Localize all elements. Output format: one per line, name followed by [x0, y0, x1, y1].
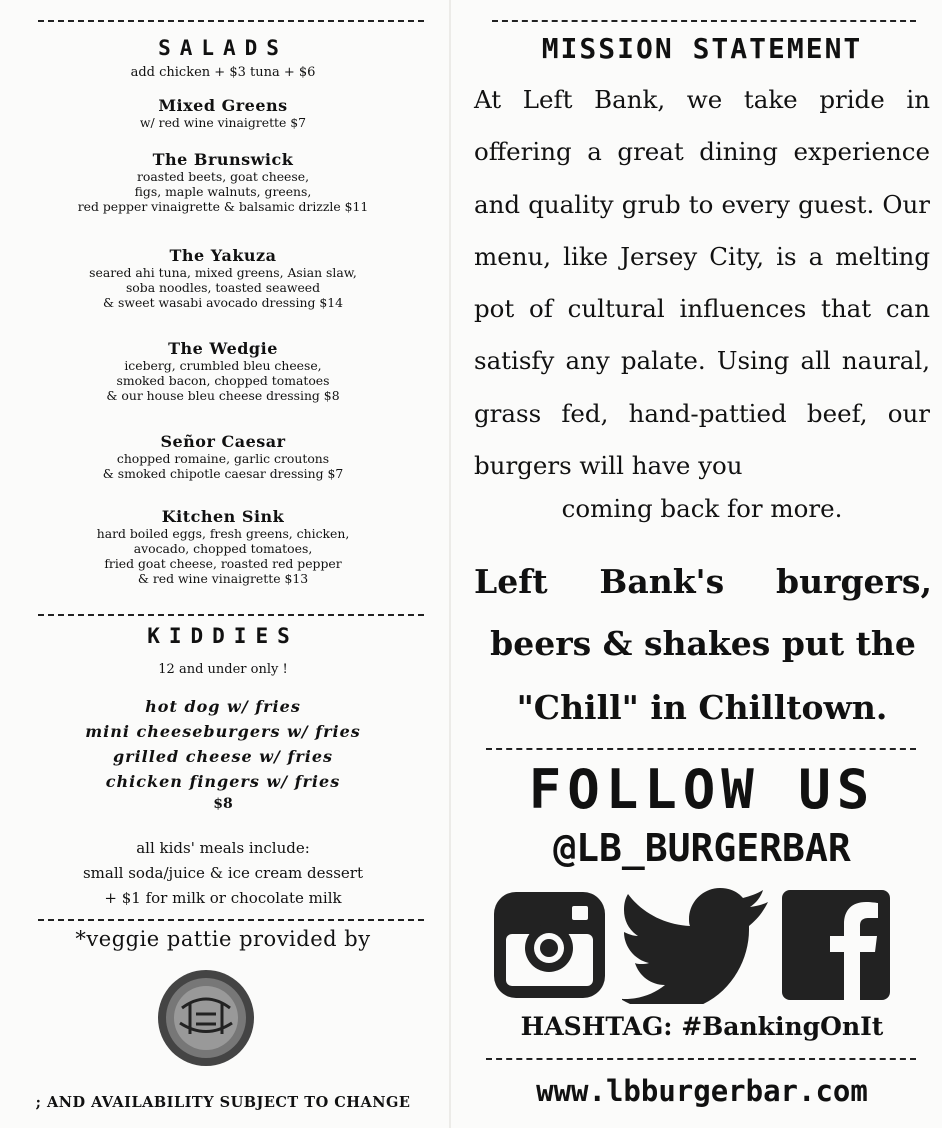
social-handle: @LB_BURGERBAR [553, 826, 851, 870]
menu-item [0, 339, 446, 403]
tagline-line-1: Left Bank's burgers, [474, 562, 932, 601]
mission-title: MISSION STATEMENT [541, 32, 863, 65]
kiddies-title: KIDDIES [147, 624, 299, 648]
divider [486, 1058, 916, 1060]
disclaimer: ; AND AVAILABILITY SUBJECT TO CHANGE [35, 1094, 411, 1111]
item-desc: & red wine vinaigrette $13 [137, 571, 309, 586]
menu-item [0, 246, 446, 310]
follow-us-heading: FOLLOW US [528, 758, 876, 821]
include-line: small soda/juice & ice cream dessert [82, 864, 363, 882]
item-desc: red pepper vinaigrette & balsamic drizzle $11 [77, 199, 369, 214]
item-desc: roasted beets, goat cheese, [136, 169, 310, 184]
include-line: + $1 for milk or chocolate milk [104, 889, 342, 907]
item-desc: soba noodles, toasted seaweed [125, 280, 321, 295]
left-panel [0, 0, 446, 1128]
veggie-supplier-logo [156, 968, 256, 1068]
menu-item [0, 507, 446, 586]
kids-menu-list [0, 694, 446, 812]
item-name: The Yakuza [169, 246, 277, 265]
divider [492, 20, 916, 22]
mission-last-line: coming back for more. [561, 494, 843, 523]
divider [38, 20, 424, 22]
item-desc: w/ red wine vinaigrette $7 [139, 115, 307, 130]
kiddies-age-note: 12 and under only ! [158, 662, 288, 677]
fold-line [449, 0, 451, 1128]
kids-item: hot dog w/ fries [145, 697, 301, 716]
salads-title: SALADS [158, 36, 288, 60]
item-desc: smoked bacon, chopped tomatoes [116, 373, 330, 388]
facebook-icon[interactable] [782, 890, 890, 1000]
twitter-icon[interactable] [622, 888, 770, 1004]
kids-item: grilled cheese w/ fries [112, 747, 334, 766]
instagram-icon[interactable] [492, 890, 607, 1000]
item-name: The Wedgie [168, 339, 278, 358]
item-desc: & our house bleu cheese dressing $8 [106, 388, 340, 403]
item-desc: iceberg, crumbled bleu cheese, [124, 358, 322, 373]
salads-addon: add chicken + $3 tuna + $6 [130, 65, 316, 80]
item-desc: chopped romaine, garlic croutons [116, 451, 330, 466]
item-name: Mixed Greens [158, 96, 288, 115]
veggie-note: *veggie pattie provided by [75, 927, 371, 951]
item-name: Señor Caesar [160, 432, 286, 451]
include-line: all kids' meals include: [136, 839, 310, 857]
divider [486, 748, 916, 750]
kids-include-note [0, 836, 446, 911]
item-desc: fried goat cheese, roasted red pepper [104, 556, 342, 571]
website-link[interactable]: www.lbburgerbar.com [536, 1074, 868, 1108]
item-name: Kitchen Sink [161, 507, 285, 526]
right-panel [462, 0, 942, 1128]
item-desc: & smoked chipotle caesar dressing $7 [102, 466, 344, 481]
menu-item [0, 432, 446, 481]
menu-item [0, 96, 446, 130]
divider [38, 919, 424, 921]
kids-price: $8 [213, 796, 233, 812]
menu-item [0, 150, 446, 214]
tagline-line-2: beers & shakes put the [490, 624, 916, 663]
kids-item: chicken fingers w/ fries [105, 772, 341, 791]
item-desc: hard boiled eggs, fresh greens, chicken, [96, 526, 350, 541]
mission-body: At Left Bank, we take pride in offering a great dining experience and quality grub to every guest. Our menu, like Jersey City, is a melting pot of cultural influences that can satisfy any palate. Using all naural, grass fed, hand-pattied beef, our burgers will have you [474, 85, 930, 481]
item-desc: figs, maple walnuts, greens, [134, 184, 312, 199]
tagline-line-3: "Chill" in Chilltown. [516, 688, 888, 727]
item-desc: & sweet wasabi avocado dressing $14 [103, 295, 343, 310]
hashtag: HASHTAG: #BankingOnIt [520, 1012, 884, 1041]
item-desc: avocado, chopped tomatoes, [133, 541, 313, 556]
kids-item: mini cheeseburgers w/ fries [85, 722, 361, 741]
divider [38, 614, 424, 616]
item-desc: seared ahi tuna, mixed greens, Asian slaw, [89, 265, 357, 280]
item-name: The Brunswick [152, 150, 294, 169]
